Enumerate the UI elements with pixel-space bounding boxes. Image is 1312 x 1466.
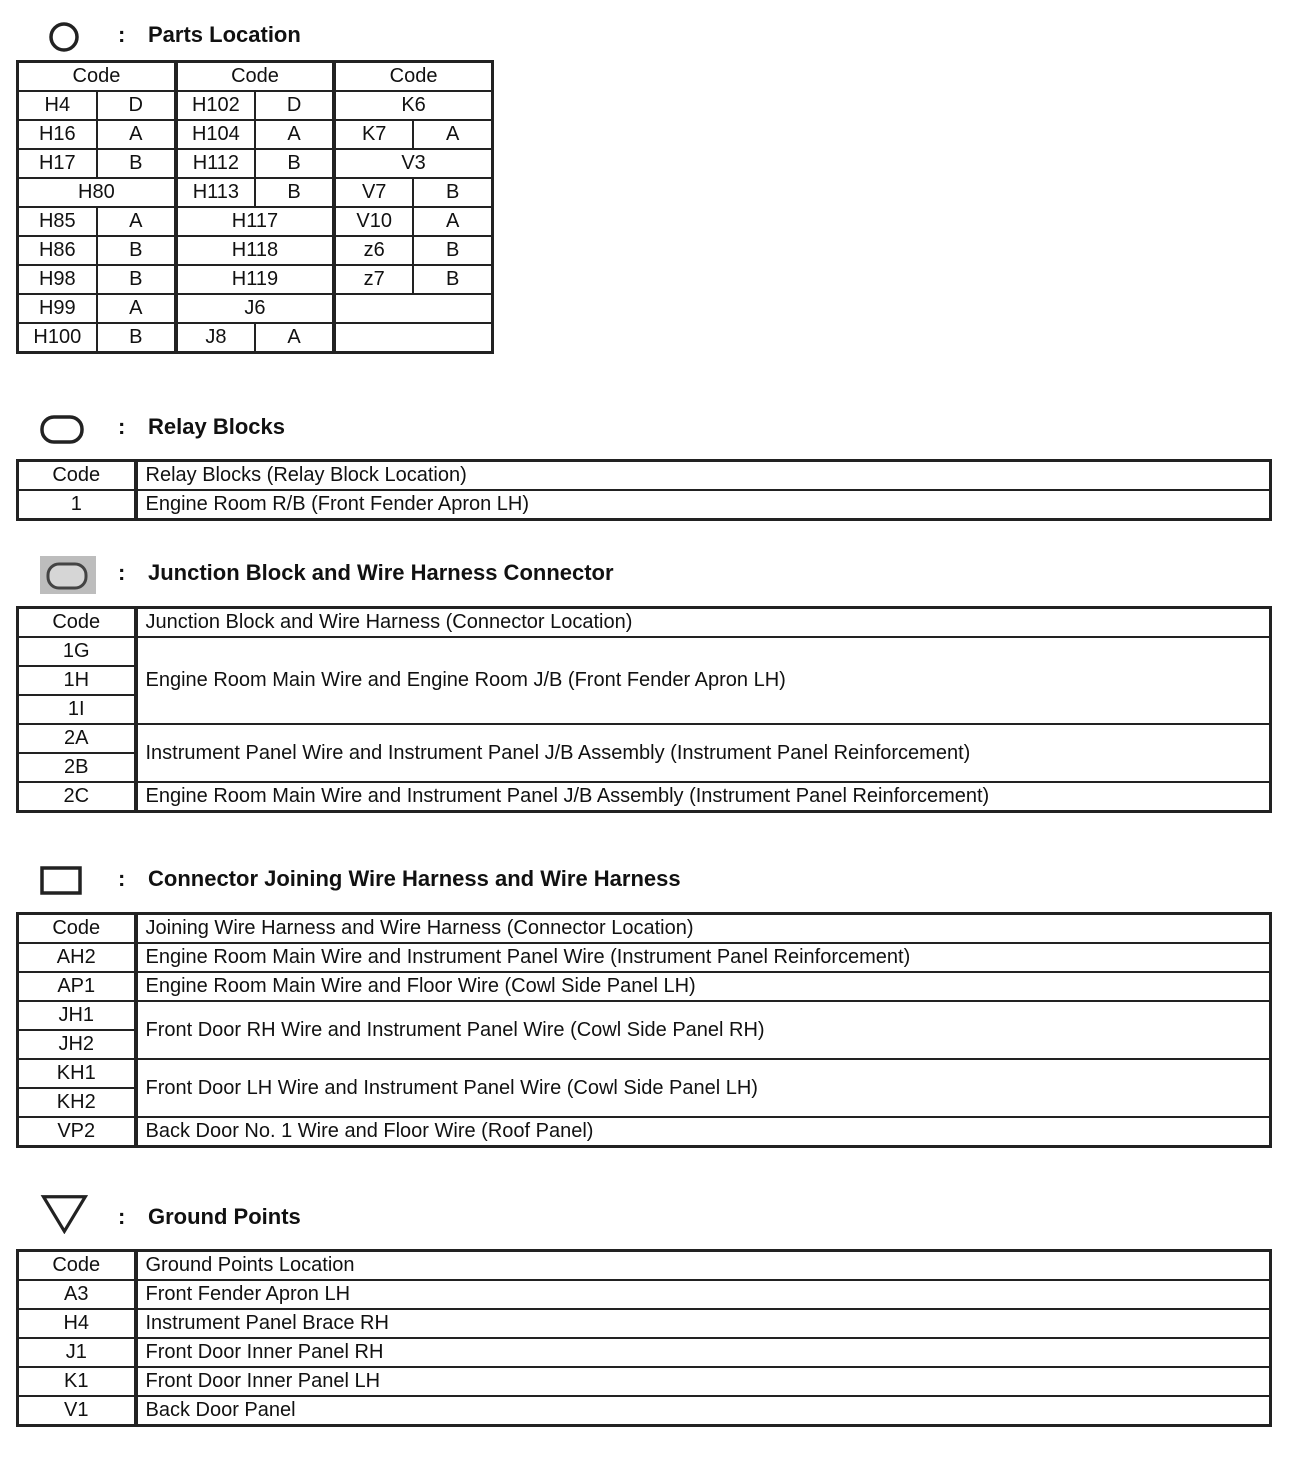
table-row (18, 943, 1271, 972)
connector-code: JH2 (18, 1030, 136, 1059)
section-title: Ground Points (148, 1204, 301, 1229)
connector-code: JH1 (18, 1001, 136, 1030)
junction-code: 2C (18, 782, 136, 812)
part-code: H100 (18, 323, 97, 353)
part-code: H113 (176, 178, 255, 207)
part-code: J8 (176, 323, 255, 353)
column-header: Code (334, 62, 492, 92)
connector-location: Front Door LH Wire and Instrument Panel Wire (Cowl Side Panel LH) (136, 1059, 1271, 1117)
part-location: B (97, 236, 176, 265)
ground-code: J1 (18, 1338, 136, 1367)
empty-cell (334, 323, 492, 353)
part-code: H102 (176, 91, 255, 120)
part-code: H104 (176, 120, 255, 149)
part-location: A (97, 120, 176, 149)
ground-points-table (16, 1249, 1272, 1427)
rounded-oval-icon (38, 408, 98, 448)
part-code: H86 (18, 236, 97, 265)
junction-block-header (0, 554, 900, 594)
ground-code: A3 (18, 1280, 136, 1309)
part-code: K7 (334, 120, 413, 149)
ground-location: Back Door Panel (136, 1396, 1271, 1426)
part-code: H98 (18, 265, 97, 294)
junction-block-table (16, 606, 1272, 813)
table-row (18, 178, 493, 207)
junction-code: 1I (18, 695, 136, 724)
table-row (18, 490, 1271, 520)
section-colon: : (118, 866, 126, 891)
circle-icon (38, 16, 98, 56)
column-header: Code (18, 914, 136, 944)
section-colon: : (118, 414, 126, 439)
junction-code: 2A (18, 724, 136, 753)
junction-code: 1H (18, 666, 136, 695)
part-code: H112 (176, 149, 255, 178)
section-colon: : (118, 1204, 126, 1229)
table-row (18, 972, 1271, 1001)
ground-code: K1 (18, 1367, 136, 1396)
part-location: B (413, 236, 492, 265)
table-row (18, 1280, 1271, 1309)
empty-cell (334, 294, 492, 323)
table-row (18, 120, 493, 149)
parts-location-table (16, 60, 494, 354)
part-code: H118 (176, 236, 334, 265)
connector-code: KH2 (18, 1088, 136, 1117)
section-colon: : (118, 560, 126, 585)
connector-code: KH1 (18, 1059, 136, 1088)
table-header-row (18, 1251, 1271, 1281)
connector-table (16, 912, 1272, 1148)
shaded-oval-icon (38, 554, 98, 594)
triangle-icon (38, 1194, 98, 1234)
column-header: Joining Wire Harness and Wire Harness (Connector Location) (136, 914, 1271, 944)
junction-location: Instrument Panel Wire and Instrument Panel J/B Assembly (Instrument Panel Reinforcement) (136, 724, 1271, 782)
ground-points-header (0, 1194, 900, 1234)
connector-location: Back Door No. 1 Wire and Floor Wire (Roof Panel) (136, 1117, 1271, 1147)
part-code: H99 (18, 294, 97, 323)
table-header-row (18, 608, 1271, 638)
table-row (18, 265, 493, 294)
part-code: V3 (334, 149, 492, 178)
column-header: Code (18, 1251, 136, 1281)
part-location: B (97, 149, 176, 178)
section-colon: : (118, 22, 126, 47)
rectangle-icon (38, 860, 98, 900)
part-code: H119 (176, 265, 334, 294)
part-location: D (255, 91, 334, 120)
ground-location: Front Door Inner Panel LH (136, 1367, 1271, 1396)
ground-code: H4 (18, 1309, 136, 1338)
part-code: H80 (18, 178, 176, 207)
table-row (18, 294, 493, 323)
table-row (18, 1396, 1271, 1426)
relay-blocks-header (0, 408, 900, 448)
column-header: Relay Blocks (Relay Block Location) (136, 461, 1271, 491)
ground-location: Front Fender Apron LH (136, 1280, 1271, 1309)
connector-code: AP1 (18, 972, 136, 1001)
section-title: Parts Location (148, 22, 301, 47)
part-code: H17 (18, 149, 97, 178)
junction-code: 2B (18, 753, 136, 782)
part-code: H85 (18, 207, 97, 236)
connector-header (0, 860, 900, 900)
part-code: H117 (176, 207, 334, 236)
connector-code: VP2 (18, 1117, 136, 1147)
part-location: A (413, 120, 492, 149)
table-header-row (18, 62, 493, 92)
junction-code: 1G (18, 637, 136, 666)
section-title: Relay Blocks (148, 414, 285, 439)
part-location: B (255, 149, 334, 178)
part-location: B (413, 178, 492, 207)
junction-location: Engine Room Main Wire and Engine Room J/B (Front Fender Apron LH) (136, 637, 1271, 724)
part-code: J6 (176, 294, 334, 323)
part-location: D (97, 91, 176, 120)
junction-location: Engine Room Main Wire and Instrument Panel J/B Assembly (Instrument Panel Reinforcement) (136, 782, 1271, 812)
column-header: Junction Block and Wire Harness (Connector Location) (136, 608, 1271, 638)
part-code: H16 (18, 120, 97, 149)
part-location: B (413, 265, 492, 294)
connector-location: Engine Room Main Wire and Floor Wire (Cowl Side Panel LH) (136, 972, 1271, 1001)
table-row (18, 207, 493, 236)
part-code: V10 (334, 207, 413, 236)
table-header-row (18, 461, 1271, 491)
ground-location: Instrument Panel Brace RH (136, 1309, 1271, 1338)
table-row (18, 91, 493, 120)
column-header: Code (18, 62, 176, 92)
part-location: A (413, 207, 492, 236)
part-code: K6 (334, 91, 492, 120)
table-row (18, 149, 493, 178)
connector-location: Engine Room Main Wire and Instrument Panel Wire (Instrument Panel Reinforcement) (136, 943, 1271, 972)
table-row (18, 724, 1271, 753)
part-location: B (97, 323, 176, 353)
part-code: H4 (18, 91, 97, 120)
column-header: Code (18, 461, 136, 491)
ground-location: Front Door Inner Panel RH (136, 1338, 1271, 1367)
table-header-row (18, 914, 1271, 944)
part-code: z6 (334, 236, 413, 265)
part-location: A (97, 294, 176, 323)
part-location: A (255, 120, 334, 149)
part-code: z7 (334, 265, 413, 294)
part-code: V7 (334, 178, 413, 207)
relay-code: 1 (18, 490, 136, 520)
table-row (18, 1338, 1271, 1367)
part-location: B (97, 265, 176, 294)
part-location: A (255, 323, 334, 353)
relay-blocks-table (16, 459, 1272, 521)
section-title: Connector Joining Wire Harness and Wire Harness (148, 866, 681, 891)
table-row (18, 323, 493, 353)
table-row (18, 1309, 1271, 1338)
column-header: Code (176, 62, 334, 92)
table-row (18, 637, 1271, 666)
part-location: B (255, 178, 334, 207)
part-location: A (97, 207, 176, 236)
relay-location: Engine Room R/B (Front Fender Apron LH) (136, 490, 1271, 520)
table-row (18, 236, 493, 265)
table-row (18, 1367, 1271, 1396)
table-row (18, 1059, 1271, 1088)
table-row (18, 1001, 1271, 1030)
connector-location: Front Door RH Wire and Instrument Panel Wire (Cowl Side Panel RH) (136, 1001, 1271, 1059)
parts-location-header (0, 16, 900, 56)
table-row (18, 782, 1271, 812)
column-header: Ground Points Location (136, 1251, 1271, 1281)
column-header: Code (18, 608, 136, 638)
ground-code: V1 (18, 1396, 136, 1426)
table-row (18, 1117, 1271, 1147)
section-title: Junction Block and Wire Harness Connector (148, 560, 614, 585)
connector-code: AH2 (18, 943, 136, 972)
